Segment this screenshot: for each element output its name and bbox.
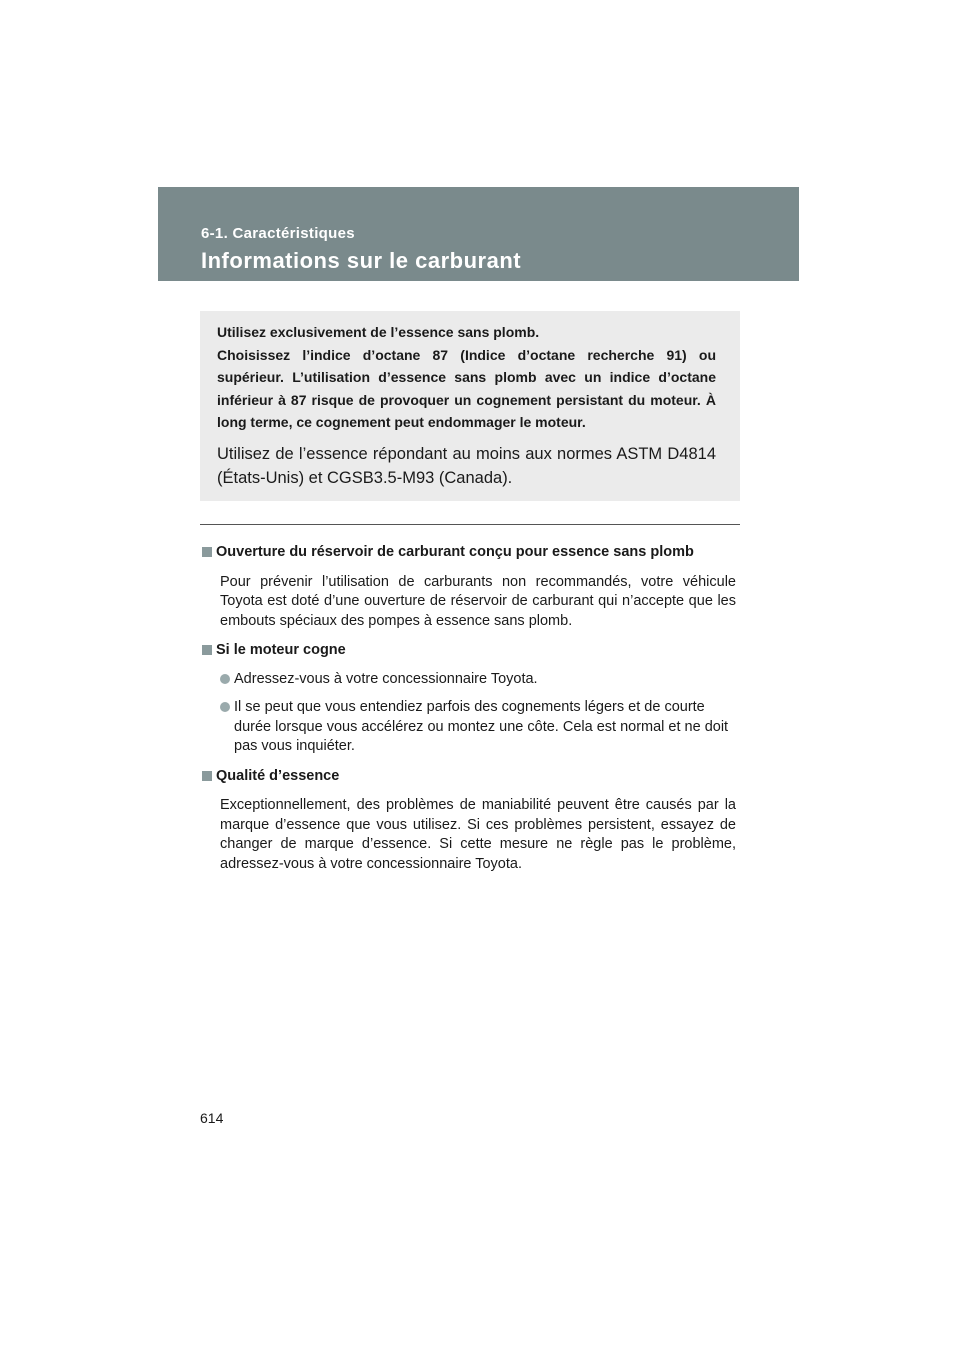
section-heading: Si le moteur cogne <box>200 641 736 661</box>
section-body: Pour prévenir l’utilisation de carburants non recommandés, votre véhicule Toyota est doté d’une ouverture de réservoir de carburant qui n’accepte que les embouts spéciaux des pompes à essence sans plomb. <box>220 573 736 629</box>
section-engine-knock <box>200 641 736 757</box>
info-box-regular-paragraph: Utilisez de l’essence répondant au moins aux normes ASTM D4814 (États-Unis) et CGSB3.5-M93 (Canada). <box>217 444 716 487</box>
list-item: Adressez-vous à votre concessionnaire Toyota. <box>220 670 736 690</box>
section-heading: Qualité d’essence <box>200 767 736 787</box>
list-item: Il se peut que vous entendiez parfois des cognements légers et de courte durée lorsque vous accélérez ou montez une côte. Cela est normal et ne doit pas vous inquiéter. <box>220 698 736 757</box>
circle-bullet-icon <box>220 674 230 684</box>
square-bullet-icon <box>202 547 212 557</box>
info-box-bold-paragraph: Choisissez l’indice d’octane 87 (Indice d’octane recherche 91) ou supérieur. L’utilisation d’essence sans plomb avec un indice d’octane inférieur à 87 risque de provoquer un cognement persistant du moteur. À long terme, ce cognement peut endommager le moteur. <box>217 346 716 430</box>
section-heading: Ouverture du réservoir de carburant conçu pour essence sans plomb <box>200 543 736 563</box>
section-body: Exceptionnellement, des problèmes de maniabilité peuvent être causés par la marque d’essence que vous utilisez. Si ces problèmes persistent, essayez de changer de marque d’essence. Si cette mesure ne règle pas le problème, adressez-vous à votre concessionnaire Toyota. <box>220 797 736 872</box>
info-box-bold-text <box>217 321 716 434</box>
info-box <box>200 311 740 501</box>
square-bullet-icon <box>202 645 212 655</box>
section-fuel-quality <box>200 767 736 875</box>
circle-bullet-icon <box>220 702 230 712</box>
section-label: 6-1. Caractéristiques <box>201 225 355 242</box>
square-bullet-icon <box>202 771 212 781</box>
page-number: 614 <box>200 1110 224 1126</box>
page-header <box>158 187 799 281</box>
section-fuel-tank-opening <box>200 543 736 631</box>
info-box-first-line: Utilisez exclusivement de l’essence sans plomb. <box>217 324 540 340</box>
content <box>200 543 736 874</box>
divider <box>200 524 740 525</box>
page-title: Informations sur le carburant <box>201 248 522 273</box>
